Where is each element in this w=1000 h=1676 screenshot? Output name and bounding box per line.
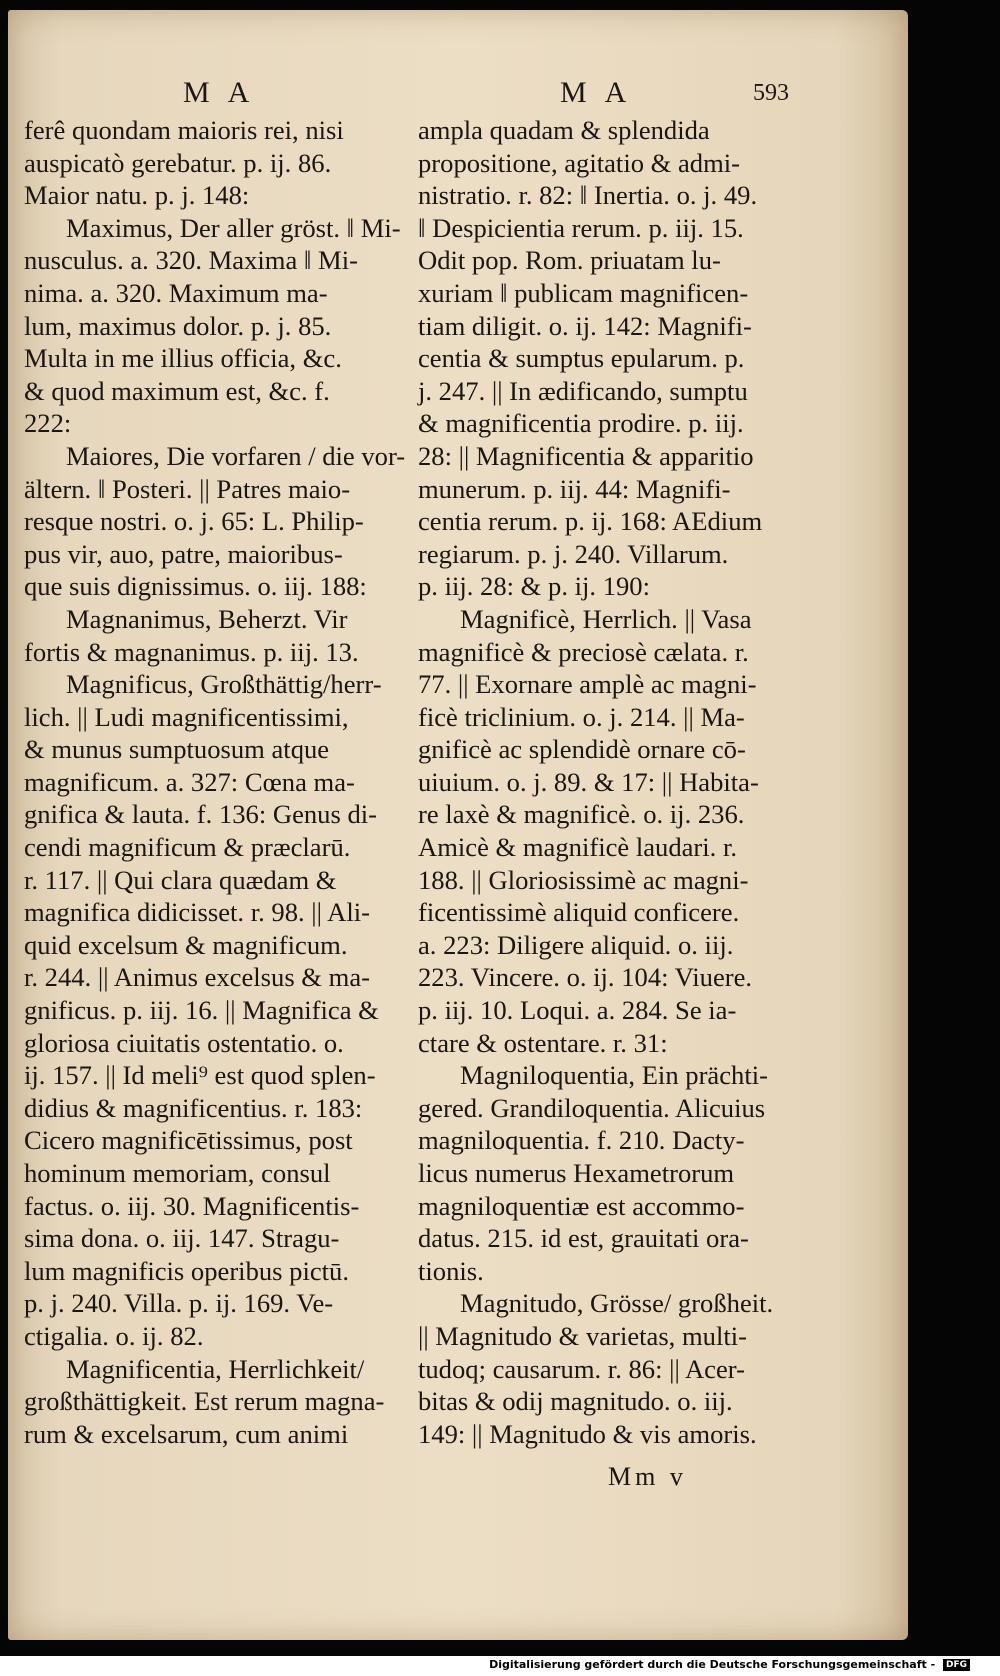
text-line: tudoq; causarum. r. 86: || Acer- <box>418 1353 745 1384</box>
text-line: magnificè & preciosè cælata. r. <box>418 636 749 667</box>
text-line: p. iij. 10. Loqui. a. 284. Se ia- <box>418 995 737 1026</box>
text-line: datus. 215. id est, grauitati ora- <box>418 1223 749 1254</box>
text-line: Magnificus, Großthättig/herr- <box>66 669 382 700</box>
text-line: magnifica didicisset. r. 98. || Ali- <box>24 897 370 928</box>
text-line: Magnificè, Herrlich. || Vasa <box>460 603 752 634</box>
left-column <box>24 114 414 1450</box>
text-line: Magnificentia, Herrlichkeit/ <box>66 1353 365 1384</box>
text-line: p. iij. 28: & p. ij. 190: <box>418 571 650 602</box>
text-line: 149: || Magnitudo & vis amoris. <box>418 1418 757 1449</box>
text-line: gnificè ac splendidè ornare cō- <box>418 734 746 765</box>
text-line: lum magnificis operibus pictū. <box>24 1255 349 1286</box>
text-line: tiam diligit. o. ij. 142: Magnifi- <box>418 310 752 341</box>
text-line: ǁ Despicientia rerum. p. iij. 15. <box>418 212 744 243</box>
text-line: centia rerum. p. ij. 168: AEdium <box>418 506 763 537</box>
text-line: ctigalia. o. ij. 82. <box>24 1320 204 1351</box>
text-line: rum & excelsarum, cum animi <box>24 1418 349 1449</box>
header-left: MA <box>183 76 268 109</box>
text-line: licus numerus Hexametrorum <box>418 1158 735 1188</box>
text-line: lum, maximus dolor. p. j. 85. <box>24 310 332 341</box>
text-line: ältern. ǁ Posteri. || Patres maio- <box>24 473 351 504</box>
text-line: ferê quondam maioris rei, nisi <box>24 115 344 145</box>
text-line: re laxè & magnificè. o. ij. 236. <box>418 799 745 830</box>
text-line: großthättigkeit. Est rerum magna- <box>24 1386 385 1417</box>
text-line: uiuium. o. j. 89. & 17: || Habita- <box>418 766 759 797</box>
text-line: Maior natu. p. j. 148: <box>24 180 250 211</box>
text-line: 222: <box>24 408 72 439</box>
text-line: Cicero magnificētissimus, post <box>24 1125 353 1156</box>
text-line: didius & magnificentius. r. 183: <box>24 1092 363 1123</box>
text-line: sima dona. o. iij. 147. Stragu- <box>24 1223 340 1254</box>
text-line: ficentissimè aliquid conficere. <box>418 897 740 928</box>
text-line: centia & sumptus epularum. p. <box>418 343 745 374</box>
text-line: gered. Grandiloquentia. Alicuius <box>418 1092 766 1123</box>
text-line: munerum. p. iij. 44: Magnifi- <box>418 473 731 504</box>
text-line: 28: || Magnificentia & apparitio <box>418 440 754 471</box>
text-line: hominum memoriam, consul <box>24 1158 331 1188</box>
text-line: regiarum. p. j. 240. Villarum. <box>418 538 729 569</box>
text-line: tionis. <box>418 1255 484 1286</box>
text-line: nusculus. a. 320. Maxima ǁ Mi- <box>24 245 358 276</box>
text-line: Magnitudo, Grösse/ großheit. <box>460 1288 774 1319</box>
book-page <box>8 10 908 1640</box>
text-line: Maiores, Die vorfaren / die vor- <box>66 440 406 471</box>
text-line: 77. || Exornare amplè ac magni- <box>418 669 757 700</box>
text-line: & munus sumptuosum atque <box>24 734 330 765</box>
text-line: resque nostri. o. j. 65: L. Philip- <box>24 506 364 537</box>
page-number: 593 <box>753 80 789 106</box>
text-line: Odit pop. Rom. priuatam lu- <box>418 245 721 276</box>
text-line: xuriam ǁ publicam magnificen- <box>418 277 749 308</box>
text-line: a. 223: Diligere aliquid. o. iij. <box>418 929 734 960</box>
text-line: 188. || Gloriosissimè ac magni- <box>418 864 749 895</box>
text-line: ficè triclinium. o. j. 214. || Ma- <box>418 701 745 732</box>
text-line: bitas & odij magnitudo. o. iij. <box>418 1386 733 1417</box>
text-line: & quod maximum est, &c. f. <box>24 375 330 406</box>
text-line: pus vir, auo, patre, maioribus- <box>24 538 343 569</box>
text-line: fortis & magnanimus. p. iij. 13. <box>24 636 359 667</box>
text-line: Magnanimus, Beherzt. Vir <box>66 603 348 634</box>
text-line: cendi magnificum & præclarū. <box>24 832 351 863</box>
text-line: gloriosa ciuitatis ostentatio. o. <box>24 1027 344 1058</box>
text-line: quid excelsum & magnificum. <box>24 929 348 960</box>
text-line: ampla quadam & splendida <box>418 115 710 145</box>
text-line: propositione, agitatio & admi- <box>418 147 741 178</box>
text-line: j. 247. || In ædificando, sumptu <box>418 375 748 406</box>
text-line: magniloquentia. f. 210. Dacty- <box>418 1125 745 1156</box>
text-line: nima. a. 320. Maximum ma- <box>24 277 328 308</box>
text-line: & magnificentia prodire. p. iij. <box>418 408 744 439</box>
right-column <box>418 114 808 1450</box>
text-line: Magniloquentia, Ein prächti- <box>460 1060 768 1091</box>
text-line: magnificum. a. 327: Cœna ma- <box>24 766 355 797</box>
header-right: MA <box>560 76 645 109</box>
text-line: r. 117. || Qui clara quædam & <box>24 864 337 895</box>
text-line: ctare & ostentare. r. 31: <box>418 1027 668 1058</box>
text-line: r. 244. || Animus excelsus & ma- <box>24 962 370 993</box>
text-line: auspicatò gerebatur. p. ij. 86. <box>24 147 332 178</box>
text-line: gnifica & lauta. f. 136: Genus di- <box>24 799 378 830</box>
text-line: factus. o. iij. 30. Magnificentis- <box>24 1190 360 1221</box>
credit-text: Digitalisierung gefördert durch die Deutsche Forschungsgemeinschaft - <box>489 1658 936 1671</box>
text-line: Maximus, Der aller gröst. ǁ Mi- <box>66 212 401 243</box>
digitization-credit <box>489 1658 970 1671</box>
text-line: Multa in me illius officia, &c. <box>24 343 342 374</box>
text-line: nistratio. r. 82: ǁ Inertia. o. j. 49. <box>418 180 758 211</box>
text-line: p. j. 240. Villa. p. ij. 169. Ve- <box>24 1288 334 1319</box>
text-line: || Magnitudo & varietas, multi- <box>418 1320 747 1351</box>
dfg-logo: DFG <box>943 1659 970 1671</box>
text-line: ij. 157. || Id meli⁹ est quod splen- <box>24 1060 376 1091</box>
running-header <box>8 76 908 114</box>
text-line: magniloquentiæ est accommo- <box>418 1190 745 1221</box>
text-line: gnificus. p. iij. 16. || Magnifica & <box>24 995 379 1026</box>
catchword: Mm v <box>608 1462 687 1491</box>
text-line: que suis dignissimus. o. iij. 188: <box>24 571 367 602</box>
text-line: Amicè & magnificè laudari. r. <box>418 832 738 863</box>
text-line: lich. || Ludi magnificentissimi, <box>24 701 349 732</box>
text-line: 223. Vincere. o. ij. 104: Viuere. <box>418 962 753 993</box>
